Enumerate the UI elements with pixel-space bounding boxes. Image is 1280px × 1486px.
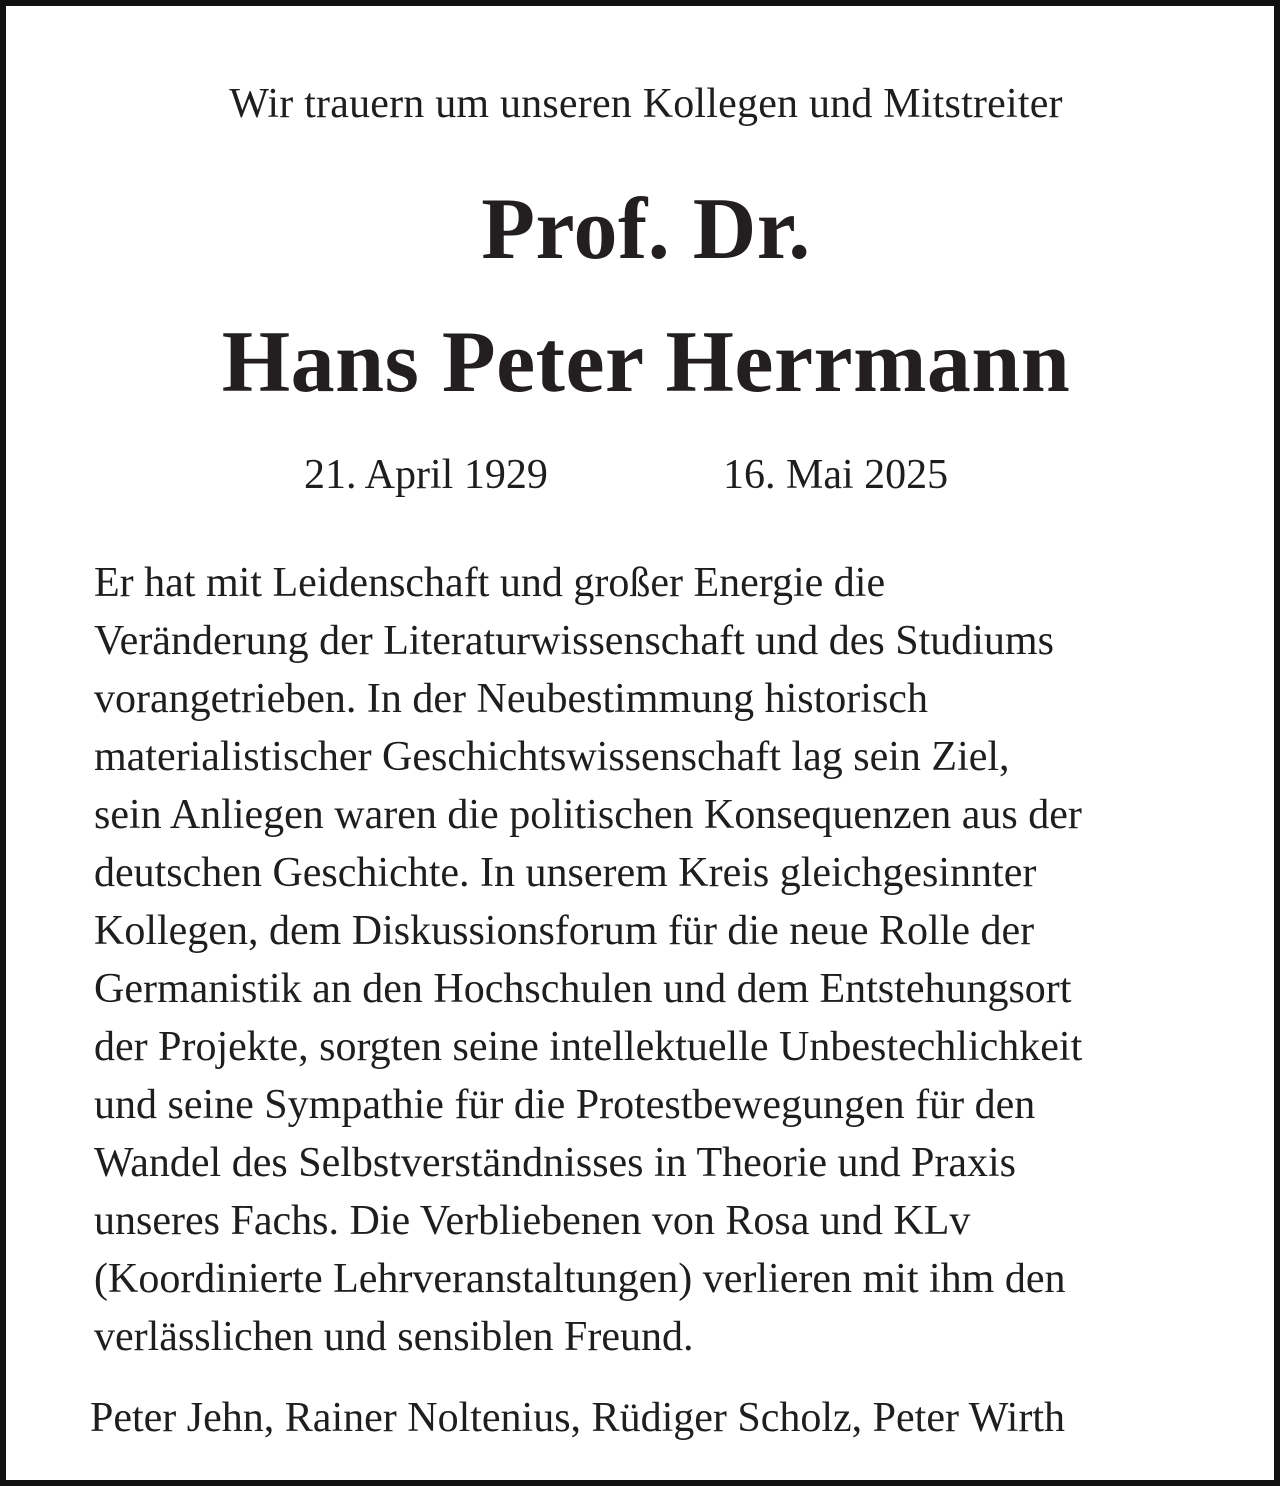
signatories: Peter Jehn, Rainer Noltenius, Rüdiger Scholz, Peter Wirth (90, 1395, 1066, 1441)
body-text-line: verlässlichen und sensiblen Freund. (94, 1314, 694, 1360)
body-text-line: deutschen Geschichte. In unserem Kreis gleichgesinnter (94, 850, 1037, 896)
death-date: 16. Mai 2025 (723, 452, 949, 498)
title-academic-degree: Prof. Dr. (481, 181, 811, 278)
body-text-line: sein Anliegen waren die politischen Konsequenzen aus der (94, 792, 1082, 838)
body-text-line: und seine Sympathie für die Protestbewegungen für den (94, 1082, 1036, 1128)
birth-date: 21. April 1929 (304, 452, 548, 498)
body-text-line: Kollegen, dem Diskussionsforum für die neue Rolle der (94, 908, 1035, 954)
body-text-line: Germanistik an den Hochschulen und dem Entstehungsort (94, 966, 1072, 1012)
title-person-name: Hans Peter Herrmann (221, 314, 1071, 411)
body-text-line: unseres Fachs. Die Verbliebenen von Rosa und KLv (94, 1198, 971, 1244)
body-text-line: materialistischer Geschichtswissenschaft lag sein Ziel, (94, 734, 1010, 780)
obituary-text (94, 554, 1254, 1366)
body-text-line: der Projekte, sorgten seine intellektuelle Unbestechlichkeit (94, 1024, 1083, 1070)
body-text-line: Veränderung der Literaturwissenschaft und des Studiums (94, 618, 1054, 664)
body-text-line: Er hat mit Leidenschaft und großer Energie die (94, 560, 886, 606)
body-text-line: (Koordinierte Lehrveranstaltungen) verlieren mit ihm den (94, 1256, 1066, 1302)
body-text-line: vorangetrieben. In der Neubestimmung historisch (94, 676, 928, 722)
intro-line: Wir trauern um unseren Kollegen und Mitstreiter (229, 81, 1063, 127)
body-text-line: Wandel des Selbstverständnisses in Theorie und Praxis (94, 1140, 1017, 1186)
